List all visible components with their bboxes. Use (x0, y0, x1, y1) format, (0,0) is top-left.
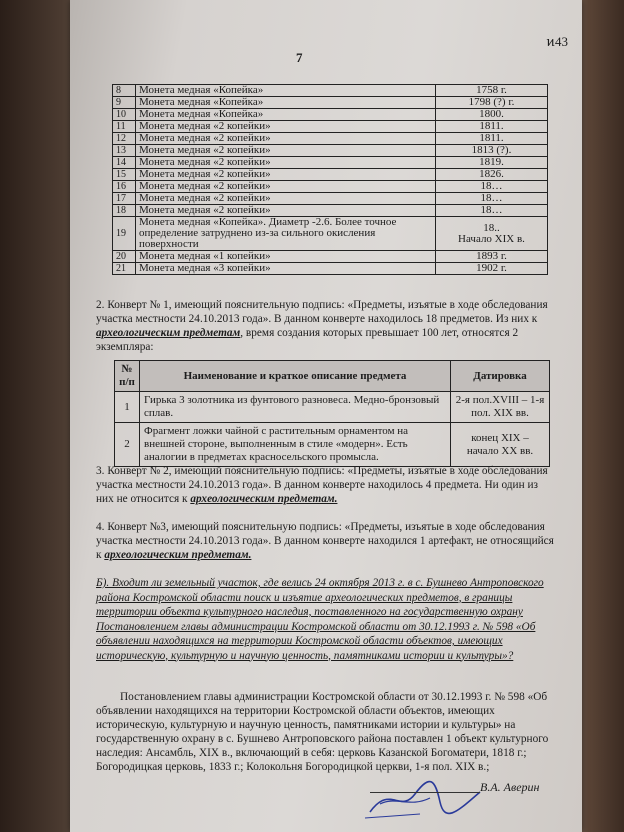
row-number: 8 (113, 85, 136, 97)
row-date: 1798 (?) г. (436, 97, 548, 109)
table-row (113, 85, 548, 97)
coins-table (112, 84, 548, 275)
row-date: 1758 г. (436, 85, 548, 97)
row-number: 21 (113, 263, 136, 275)
row-number: 15 (113, 169, 136, 181)
row-number: 1 (115, 392, 140, 423)
table-row (113, 251, 548, 263)
row-description: Монета медная «Копейка». Диаметр -2.6. Более точное определение затруднено из-за сильного окисления поверхности (136, 217, 436, 251)
row-date: 1893 г. (436, 251, 548, 263)
signature-name: В.А. Аверин (480, 780, 540, 794)
row-date: 18… (436, 181, 548, 193)
question-b: Б). Входит ли земельный участок, где велись 24 октября 2013 г. в с. Бушнево Антроповского района Костромской области поиск и изъятие археологических предметов, в границы территории объекта культурного наследия, поставленного на государственную охрану Постановлением главы администрации Костромской области от 30.12.1993 г. № 598 «Об объявлении находящихся на территории Костромской области объектов, имеющих историческую, культурную и научную ценность, памятниками истории и культуры»? (96, 577, 544, 662)
row-date: конец XIX – начало XX вв. (451, 423, 550, 467)
table-row (113, 263, 548, 275)
row-description: Монета медная «Копейка» (136, 109, 436, 121)
row-number: 11 (113, 121, 136, 133)
col-description: Наименование и краткое описание предмета (140, 361, 451, 392)
row-description: Гирька 3 золотника из фунтового разновеса. Медно-бронзовый сплав. (140, 392, 451, 423)
emphasis: археологическим предметам. (104, 549, 252, 561)
table-row (113, 97, 548, 109)
row-date: 1826. (436, 169, 548, 181)
table-row (115, 423, 550, 467)
row-description: Монета медная «2 копейки» (136, 169, 436, 181)
paragraph-2: 2. Конверт № 1, имеющий пояснительную подпись: «Предметы, изъятые в ходе обследования участка местности 24.10.2013 года». В данном конверте находилось 18 предметов. Из них к археологическим предметам, время создания которых превышает 100 лет, относятся 2 экземпляра: (96, 299, 548, 353)
row-date: 18… (436, 205, 548, 217)
row-number: 18 (113, 205, 136, 217)
row-description: Монета медная «3 копейки» (136, 263, 436, 275)
row-number: 13 (113, 145, 136, 157)
row-description: Монета медная «2 копейки» (136, 193, 436, 205)
document-page (70, 0, 582, 832)
row-description: Монета медная «2 копейки» (136, 157, 436, 169)
row-number: 19 (113, 217, 136, 251)
row-date: 1819. (436, 157, 548, 169)
table-row (115, 392, 550, 423)
row-number: 9 (113, 97, 136, 109)
row-description: Фрагмент ложки чайной с растительным орнаментом на внешней стороне, выполненным в стиле «модерн». Есть аналогии в предметах красносельского промысла. (140, 423, 451, 467)
row-date: 1800. (436, 109, 548, 121)
table-row (113, 205, 548, 217)
row-description: Монета медная «2 копейки» (136, 145, 436, 157)
table-row (113, 133, 548, 145)
table-row (113, 169, 548, 181)
table-row (113, 109, 548, 121)
signature-line (370, 792, 480, 793)
page-number: 7 (296, 50, 303, 65)
row-number: 2 (115, 423, 140, 467)
row-date: 1811. (436, 133, 548, 145)
row-number: 10 (113, 109, 136, 121)
row-description: Монета медная «2 копейки» (136, 133, 436, 145)
table-row (113, 157, 548, 169)
row-description: Монета медная «2 копейки» (136, 121, 436, 133)
table-row (113, 181, 548, 193)
row-date: 2-я пол.XVIII – 1-я пол. XIX вв. (451, 392, 550, 423)
table-row (113, 217, 548, 251)
emphasis: археологическим предметам (96, 327, 241, 339)
corner-mark: ͷ43 (546, 34, 568, 49)
row-description: Монета медная «2 копейки» (136, 205, 436, 217)
row-description: Монета медная «2 копейки» (136, 181, 436, 193)
row-number: 20 (113, 251, 136, 263)
table-row (113, 145, 548, 157)
row-date: 1811. (436, 121, 548, 133)
row-date: 18… (436, 193, 548, 205)
row-description: Монета медная «1 копейки» (136, 251, 436, 263)
row-number: 16 (113, 181, 136, 193)
table-row (113, 193, 548, 205)
row-date: 18.. Начало XIX в. (436, 217, 548, 251)
row-number: 14 (113, 157, 136, 169)
signature-icon (360, 774, 490, 824)
row-date: 1902 г. (436, 263, 548, 275)
col-number: № п/п (115, 361, 140, 392)
final-paragraph: Постановлением главы администрации Костромской области от 30.12.1993 г. № 598 «Об объявлении находящихся на территории Костромской области объектов, имеющих историческую, культурную и научную ценность, памятниками истории и культуры» на государственную охрану в с. Бушнево Антроповского района поставлен 1 объект культурного наследия: Ансамбль, XIX в., включающий в себя: церковь Казанской Богоматери, 1818 г.; Богородицкая церковь, 1833 г.; Колокольня Богородицкой церкви, 1-я пол. XIX в.; (96, 691, 549, 773)
emphasis: археологическим предметам. (190, 493, 338, 505)
row-number: 17 (113, 193, 136, 205)
paragraph-4: 4. Конверт №3, имеющий пояснительную подпись: «Предметы, изъятые в ходе обследования участка местности 24.10.2013 года». В данном конверте находился 1 артефакт, не относящийся к археологическим предметам. (96, 521, 554, 561)
table-row (113, 121, 548, 133)
paragraph-3: 3. Конверт № 2, имеющий пояснительную подпись: «Предметы, изъятые в ходе обследования участка местности 24.10.2013 года». В данном конверте находилось 4 предмета. Ни один из них не относится к археологическим предметам. (96, 465, 548, 505)
row-description: Монета медная «Копейка» (136, 85, 436, 97)
row-number: 12 (113, 133, 136, 145)
artifacts-table (114, 360, 550, 467)
row-date: 1813 (?). (436, 145, 548, 157)
col-date: Датировка (451, 361, 550, 392)
row-description: Монета медная «Копейка» (136, 97, 436, 109)
